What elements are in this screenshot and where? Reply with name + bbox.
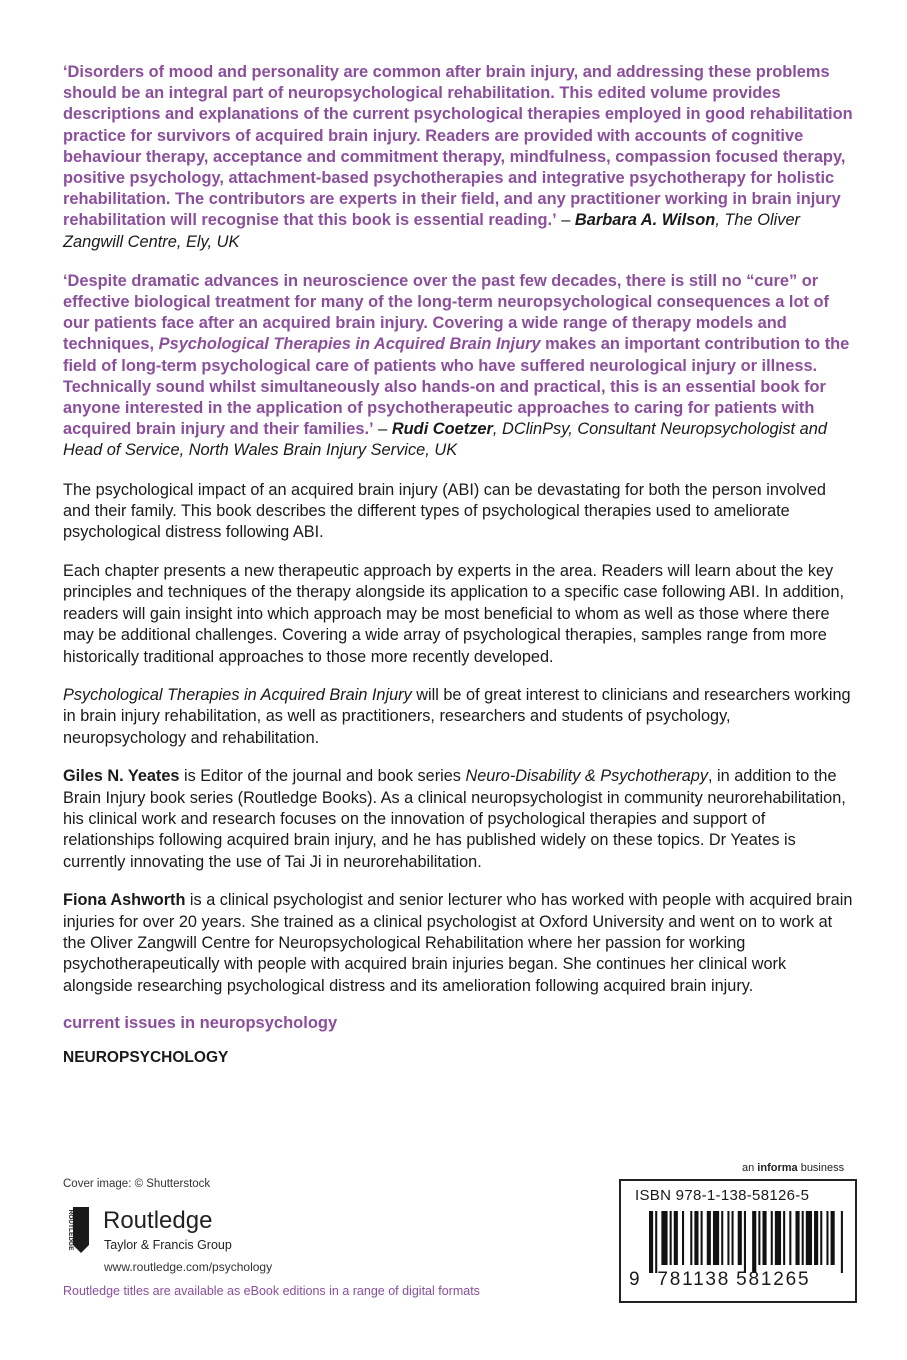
informa-business-tag: an informa business [742,1162,845,1174]
barcode-bar [783,1211,785,1265]
barcode-lead-digit: 9 [629,1269,642,1290]
description-book-title: Psychological Therapies in Acquired Brain Injury [63,685,412,704]
quote-2-text-b: makes an important contribution to the field of long-term psychological care of patients who have suffered neurological injury or illness. Technically sound whilst simultaneously also hands-on and practical, this is an essential book for anyone interested in the application of psychotherapeutic approaches to caring for patients with acquired brain injury and their families.’ [63,335,850,439]
quote-2-text-a: ‘Despite dramatic advances in neuroscience over the past few decades, there is still no “cure” or effective biological treatment for many of the long-term neuropsychological consequences a lot of our patients face after an acquired brain injury. Covering a wide range of therapy models and techniques, [63,271,829,354]
editor-bio-2: Fiona Ashworth is a clinical psychologist and senior lecturer who has worked with people with acquired brain injuries for over 20 years. She trained as a clinical psychologist at Oxford University and went on to work at the Oliver Zangwill Centre for Neuropsychological Rehabilitation where her passion for working psychotherapeutically with people with acquired brain injuries began. She continues her clinical work alongside researching psychological distress and its amelioration following acquired brain injury. [63,891,853,995]
quote-1-author: Barbara A. Wilson [574,211,716,230]
barcode-bar [690,1211,692,1265]
barcode-bar [802,1211,804,1265]
routledge-mark-icon [63,1205,93,1255]
barcode-bar [682,1211,684,1265]
barcode-bar [826,1211,828,1265]
description-paragraph-1: The psychological impact of an acquired brain injury (ABI) can be devastating for both the person involved and their family. This book describes the different types of psychological therapies used to ameliorate psychological distress following ABI. [63,480,826,542]
barcode-bars [649,1211,845,1273]
barcode-bar [814,1211,818,1265]
description-paragraph-3 [63,685,853,749]
quote-2-book-title: Psychological Therapies in Acquired Brain Injury [158,335,541,354]
endorsement-quote-1 [63,62,853,253]
back-cover-text [63,62,853,1067]
series-name: current issues in neuropsychology [63,1014,338,1033]
barcode-bar [795,1211,799,1265]
barcode-bar [694,1211,698,1265]
publisher-group: Taylor & Francis Group [104,1238,232,1252]
routledge-logo [63,1205,303,1255]
barcode-bar [649,1211,653,1273]
editor-bio-1: Giles N. Yeates is Editor of the journal and book series Neuro-Disability & Psychotherapy, in addition to the Brain Injury book series (Routledge Books). As a clinical neuropsychologist in community neurorehabilitation, his clinical work and research focuses on the innovation of psychological therapies and support of relationships following acquired brain injury, and he has published widely on these topics. Dr Yeates is currently innovating the use of Tai Ji in neurorehabilitation. [63,767,846,871]
barcode-bar [707,1211,711,1265]
ebook-note: Routledge titles are available as eBook editions in a range of digital formats [63,1284,480,1298]
barcode-bar [732,1211,734,1265]
barcode-bar [789,1211,791,1265]
barcode-bar [806,1211,812,1265]
barcode-bar [661,1211,667,1265]
quote-1-dash: – [556,211,575,230]
quote-2-author: Rudi Coetzer [391,420,493,439]
barcode-group-1: 781138 [657,1269,731,1290]
barcode-bar [762,1211,766,1265]
editor-1-name: Giles N. Yeates [63,767,180,786]
quote-2-affiliation: , DClinPsy, Consultant Neuropsychologist and Head of Service, North Wales Brain Injury Service, UK [63,420,827,460]
barcode-bar [831,1211,835,1265]
barcode-bar [744,1211,746,1273]
barcode-bar [713,1211,719,1265]
barcode-bar [670,1211,672,1265]
cover-image-credit: Cover image: © Shutterstock [63,1178,211,1190]
quote-1-affiliation: , The Oliver Zangwill Centre, Ely, UK [63,211,801,251]
isbn-barcode [619,1179,857,1303]
barcode-bar [701,1211,703,1265]
quote-1-text: ‘Disorders of mood and personality are common after brain injury, and addressing these problems should be an integral part of neuropsychological rehabilitation. This edited volume provides descriptions and explanations of the current psychological therapies employed in good rehabilitation practice for survivors of acquired brain injury. Readers are provided with accounts of cognitive behaviour therapy, acceptance and commitment therapy, mindfulness, compassion focused therapy, positive psychology, attachment-based psychotherapies and integrative psychotherapy for holistic rehabilitation. The contributors are experts in their field, and any practitioner working in brain injury rehabilitation will recognise that this book is essential reading.’ [63,63,853,230]
barcode-bar [841,1211,843,1273]
barcode-bar [674,1211,678,1265]
description-paragraph-2: Each chapter presents a new therapeutic approach by experts in the area. Readers will learn about the key principles and techniques of the therapy alongside its application to a specific case following ABI. In addition, readers will gain insight into which approach may be most beneficial to whom as well as those where there may be additional challenges. Covering a wide array of psychological therapies, samples range from more historically traditional approaches to those more recently developed. [63,561,845,666]
publisher-website[interactable]: www.routledge.com/psychology [104,1260,273,1274]
subject-category: NEUROPSYCHOLOGY [63,1049,229,1067]
endorsement-quote-2 [63,271,853,462]
barcode-bar [655,1211,657,1273]
barcode-bar [820,1211,822,1265]
barcode-bar [752,1211,756,1273]
svg-text:ROUTLEDGE: ROUTLEDGE [67,1209,74,1251]
publisher-name: Routledge [103,1207,213,1234]
barcode-bar [738,1211,742,1265]
barcode-bar [758,1211,760,1265]
barcode-bar [721,1211,723,1265]
barcode-bar [775,1211,781,1265]
quote-2-dash: – [373,420,392,439]
description-paragraph-3-text: will be of great interest to clinicians and researchers working in brain injury rehabilitation, as well as practitioners, researchers and students of psychology, neuropsychology and rehabilitation. [63,685,851,747]
barcode-digits [629,1269,810,1291]
barcode-bar [727,1211,729,1265]
barcode-group-2: 581265 [736,1269,811,1290]
isbn-label: ISBN 978-1-138-58126-5 [635,1187,810,1204]
journal-title: Neuro-Disability & Psychotherapy [465,767,708,786]
barcode-bar [771,1211,773,1265]
editor-2-name: Fiona Ashworth [63,891,186,910]
